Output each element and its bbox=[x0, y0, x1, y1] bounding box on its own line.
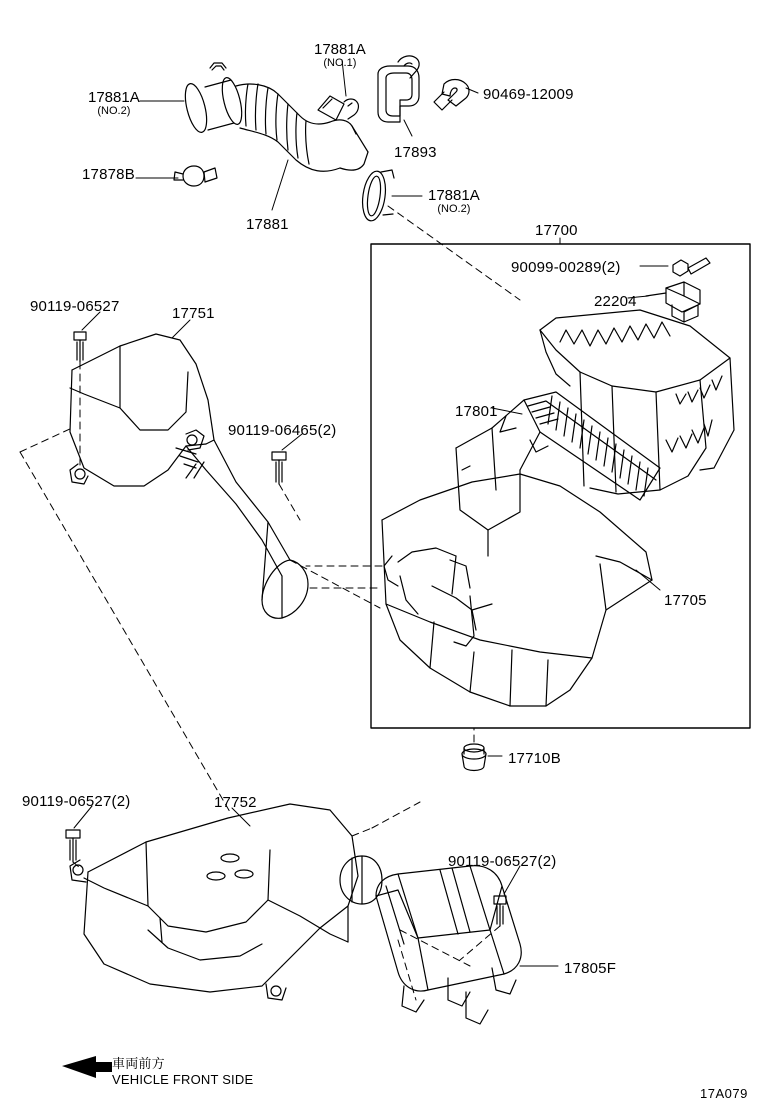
clamp-17881a-no2-left bbox=[181, 63, 245, 134]
part-label-90119-06527-bottom-left[interactable]: 90119-06527(2) bbox=[22, 793, 131, 810]
part-label-17752[interactable]: 17752 bbox=[214, 794, 257, 811]
part-label-17801[interactable]: 17801 bbox=[455, 403, 498, 420]
grommet-17710b bbox=[462, 744, 486, 771]
bolt-90099-00289 bbox=[673, 258, 710, 276]
part-note-text: (NO.2) bbox=[437, 203, 471, 215]
air-duct-17751 bbox=[70, 334, 308, 618]
air-flow-meter-22204 bbox=[646, 282, 700, 322]
part-label-17881a-no1[interactable] bbox=[314, 41, 366, 69]
fitting-17878b bbox=[174, 166, 217, 186]
assembly-dashed-lines bbox=[20, 206, 520, 1000]
air-cleaner-case-17705 bbox=[382, 474, 652, 706]
part-label-17878b[interactable]: 17878B bbox=[82, 166, 135, 183]
part-label-17881[interactable]: 17881 bbox=[246, 216, 289, 233]
vehicle-front-arrow bbox=[62, 1056, 112, 1078]
front-side-label-english: VEHICLE FRONT SIDE bbox=[112, 1072, 254, 1087]
part-label-90119-06465[interactable]: 90119-06465(2) bbox=[228, 422, 337, 439]
part-label-90469-12009[interactable]: 90469-12009 bbox=[483, 86, 574, 103]
part-label-17700[interactable]: 17700 bbox=[535, 222, 578, 239]
bolt-90119-06465 bbox=[272, 452, 286, 484]
part-label-17881a-no2-left[interactable] bbox=[88, 89, 140, 117]
part-label-17881a-no2-right[interactable] bbox=[428, 187, 480, 215]
clamp-17881a-no2-right bbox=[360, 170, 394, 223]
air-hose-17881 bbox=[236, 84, 368, 171]
bolt-90119-06527-top bbox=[74, 332, 86, 362]
figure-code: 17A079 bbox=[700, 1086, 748, 1101]
part-label-22204[interactable]: 22204 bbox=[594, 293, 637, 310]
part-label-90099-00289[interactable]: 90099-00289(2) bbox=[511, 259, 621, 276]
part-note-text: (NO.2) bbox=[97, 105, 131, 117]
clamp-90469-12009 bbox=[434, 80, 469, 111]
part-label-17705[interactable]: 17705 bbox=[664, 592, 707, 609]
part-label-90119-06527-bottom-right[interactable]: 90119-06527(2) bbox=[448, 853, 557, 870]
part-label-17893[interactable]: 17893 bbox=[394, 144, 437, 161]
part-number-text: 17881A bbox=[314, 41, 366, 58]
part-note-text: (NO.1) bbox=[323, 57, 357, 69]
part-label-90119-06527-top[interactable]: 90119-06527 bbox=[30, 298, 120, 315]
part-label-17805f[interactable]: 17805F bbox=[564, 960, 617, 977]
bolt-90119-06527-bottom-left bbox=[66, 830, 80, 862]
part-number-text: 17881A bbox=[428, 187, 480, 204]
air-duct-17752 bbox=[70, 804, 382, 1000]
part-label-17751[interactable]: 17751 bbox=[172, 305, 215, 322]
part-number-text: 17881A bbox=[88, 89, 140, 106]
part-label-17710b[interactable]: 17710B bbox=[508, 750, 561, 767]
resonator-17805f bbox=[376, 866, 521, 1024]
front-side-label-japanese: 車両前方 bbox=[112, 1056, 165, 1071]
